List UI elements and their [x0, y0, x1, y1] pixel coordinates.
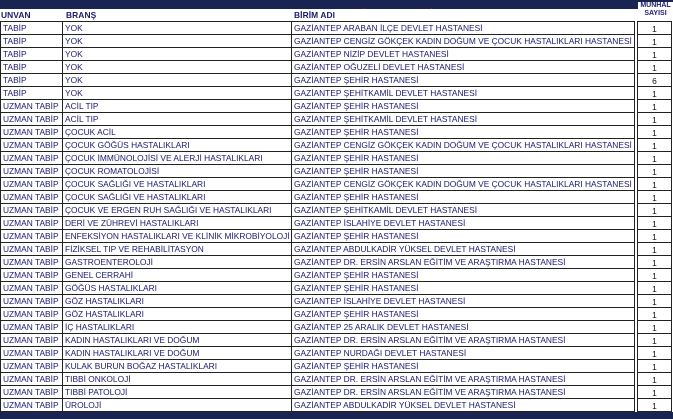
cell-birim: GAZİANTEP DR. ERSİN ARSLAN EĞİTİM VE ARAŞTIRMA HASTANESİ — [292, 334, 635, 347]
cell-birim: GAZİANTEP DR. ERSİN ARSLAN EĞİTİM VE ARAŞTIRMA HASTANESİ — [292, 256, 635, 269]
cell-birim: GAZİANTEP CENGİZ GÖKÇEK KADIN DOĞUM VE ÇOCUK HASTALIKLARI HASTANESİ — [292, 139, 635, 152]
cell-unvan: TABİP — [1, 61, 63, 74]
cell-brans: ÜROLOJİ — [63, 399, 292, 412]
cell-birim: GAZİANTEP ŞEHİR HASTANESİ — [292, 282, 635, 295]
table-row — [1, 217, 672, 230]
cell-birim: GAZİANTEP ŞEHİR HASTANESİ — [292, 230, 635, 243]
cell-unvan: UZMAN TABİP — [1, 334, 63, 347]
cell-brans: FİZİKSEL TIP VE REHABİLİTASYON — [63, 243, 292, 256]
cell-unvan: UZMAN TABİP — [1, 321, 63, 334]
cell-munhal-count: 1 — [638, 165, 672, 178]
cell-munhal-count: 1 — [638, 321, 672, 334]
cell-brans: DERİ VE ZÜHREVİ HASTALIKLARI — [63, 217, 292, 230]
vacancy-table-body — [1, 22, 672, 412]
cell-munhal-count: 1 — [638, 113, 672, 126]
cell-unvan: UZMAN TABİP — [1, 282, 63, 295]
column-header-munhal-line1: MÜNHAL — [640, 2, 671, 9]
table-row — [1, 113, 672, 126]
cell-unvan: UZMAN TABİP — [1, 139, 63, 152]
table-row — [1, 243, 672, 256]
cell-munhal-count: 6 — [638, 74, 672, 87]
cell-unvan: UZMAN TABİP — [1, 152, 63, 165]
cell-munhal-count: 1 — [638, 35, 672, 48]
cell-unvan: TABİP — [1, 22, 63, 35]
cell-unvan: TABİP — [1, 48, 63, 61]
cell-unvan: UZMAN TABİP — [1, 360, 63, 373]
table-row — [1, 61, 672, 74]
cell-munhal-count: 1 — [638, 61, 672, 74]
cell-unvan: UZMAN TABİP — [1, 373, 63, 386]
cell-unvan: TABİP — [1, 74, 63, 87]
table-row — [1, 373, 672, 386]
cell-unvan: UZMAN TABİP — [1, 256, 63, 269]
cell-munhal-count: 1 — [638, 334, 672, 347]
cell-brans: ACİL TIP — [63, 113, 292, 126]
table-row — [1, 191, 672, 204]
cell-birim: GAZİANTEP ŞEHİR HASTANESİ — [292, 74, 635, 87]
cell-birim: GAZİANTEP NURDAĞI DEVLET HASTANESİ — [292, 347, 635, 360]
cell-unvan: UZMAN TABİP — [1, 386, 63, 399]
cell-unvan: UZMAN TABİP — [1, 269, 63, 282]
table-row — [1, 139, 672, 152]
cell-unvan: UZMAN TABİP — [1, 204, 63, 217]
table-row — [1, 230, 672, 243]
cell-munhal-count: 1 — [638, 87, 672, 100]
cell-munhal-count: 1 — [638, 126, 672, 139]
cell-munhal-count: 1 — [638, 256, 672, 269]
table-row — [1, 334, 672, 347]
table-row — [1, 152, 672, 165]
cell-brans: ÇOCUK SAĞLIĞI VE HASTALIKLARI — [63, 178, 292, 191]
cell-brans: ENFEKSİYON HASTALIKLARI VE KLİNİK MİKROBİYOLOJİ — [63, 230, 292, 243]
cell-brans: TIBBİ ONKOLOJİ — [63, 373, 292, 386]
cell-brans: KULAK BURUN BOĞAZ HASTALIKLARI — [63, 360, 292, 373]
cell-brans: İÇ HASTALIKLARI — [63, 321, 292, 334]
cell-brans: TIBBİ PATOLOJİ — [63, 386, 292, 399]
table-row — [1, 295, 672, 308]
footer-strip — [0, 412, 673, 419]
table-row — [1, 321, 672, 334]
table-row — [1, 126, 672, 139]
table-row — [1, 35, 672, 48]
cell-unvan: UZMAN TABİP — [1, 126, 63, 139]
cell-brans: ÇOCUK ACİL — [63, 126, 292, 139]
cell-munhal-count: 1 — [638, 22, 672, 35]
cell-unvan: TABİP — [1, 87, 63, 100]
cell-brans: YOK — [63, 22, 292, 35]
cell-munhal-count: 1 — [638, 230, 672, 243]
cell-munhal-count: 1 — [638, 243, 672, 256]
cell-brans: ÇOCUK GÖĞÜS HASTALIKLARI — [63, 139, 292, 152]
cell-munhal-count: 1 — [638, 308, 672, 321]
cell-birim: GAZİANTEP ABDULKADİR YÜKSEL DEVLET HASTANESİ — [292, 243, 635, 256]
cell-brans: GÖZ HASTALIKLARI — [63, 295, 292, 308]
cell-birim: GAZİANTEP ŞEHİTKAMİL DEVLET HASTANESİ — [292, 87, 635, 100]
table-row — [1, 204, 672, 217]
cell-birim: GAZİANTEP 25 ARALIK DEVLET HASTANESİ — [292, 321, 635, 334]
cell-brans: KADIN HASTALIKLARI VE DOĞUM — [63, 347, 292, 360]
cell-brans: GENEL CERRAHİ — [63, 269, 292, 282]
cell-unvan: UZMAN TABİP — [1, 308, 63, 321]
cell-birim: GAZİANTEP ŞEHİR HASTANESİ — [292, 152, 635, 165]
table-row — [1, 386, 672, 399]
cell-birim: GAZİANTEP ŞEHİR HASTANESİ — [292, 165, 635, 178]
table-row — [1, 256, 672, 269]
cell-unvan: UZMAN TABİP — [1, 295, 63, 308]
table-row — [1, 165, 672, 178]
cell-brans: YOK — [63, 35, 292, 48]
cell-birim: GAZİANTEP ŞEHİTKAMİL DEVLET HASTANESİ — [292, 204, 635, 217]
cell-birim: GAZİANTEP OĞUZELİ DEVLET HASTANESİ — [292, 61, 635, 74]
cell-munhal-count: 1 — [638, 100, 672, 113]
column-header-birim: BİRİM ADI — [294, 10, 336, 20]
cell-birim: GAZİANTEP CENGİZ GÖKÇEK KADIN DOĞUM VE ÇOCUK HASTALIKLARI HASTANESİ — [292, 35, 635, 48]
cell-birim: GAZİANTEP CENGİZ GÖKÇEK KADIN DOĞUM VE ÇOCUK HASTALIKLARI HASTANESİ — [292, 178, 635, 191]
cell-munhal-count: 1 — [638, 48, 672, 61]
cell-birim: GAZİANTEP ABDULKADİR YÜKSEL DEVLET HASTANESİ — [292, 399, 635, 412]
cell-birim: GAZİANTEP ŞEHİR HASTANESİ — [292, 126, 635, 139]
cell-unvan: TABİP — [1, 35, 63, 48]
table-row — [1, 269, 672, 282]
cell-unvan: UZMAN TABİP — [1, 165, 63, 178]
table-row — [1, 282, 672, 295]
column-header-munhal — [638, 2, 673, 20]
table-row — [1, 308, 672, 321]
cell-brans: ÇOCUK İMMÜNOLOJİSİ VE ALERJİ HASTALIKLARI — [63, 152, 292, 165]
cell-birim: GAZİANTEP DR. ERSİN ARSLAN EĞİTİM VE ARAŞTIRMA HASTANESİ — [292, 386, 635, 399]
cell-munhal-count: 1 — [638, 152, 672, 165]
cell-birim: GAZİANTEP ŞEHİR HASTANESİ — [292, 308, 635, 321]
cell-unvan: UZMAN TABİP — [1, 243, 63, 256]
cell-munhal-count: 1 — [638, 204, 672, 217]
vacancy-table — [0, 21, 672, 412]
cell-munhal-count: 1 — [638, 269, 672, 282]
table-row — [1, 399, 672, 412]
cell-brans: ÇOCUK VE ERGEN RUH SAĞLIĞI VE HASTALIKLARI — [63, 204, 292, 217]
cell-brans: ACİL TIP — [63, 100, 292, 113]
column-header-unvan: UNVAN — [1, 10, 31, 20]
cell-munhal-count: 1 — [638, 347, 672, 360]
cell-unvan: UZMAN TABİP — [1, 100, 63, 113]
cell-brans: ÇOCUK ROMATOLOJİSİ — [63, 165, 292, 178]
cell-unvan: UZMAN TABİP — [1, 230, 63, 243]
table-row — [1, 100, 672, 113]
column-header-brans: BRANŞ — [66, 10, 97, 20]
cell-munhal-count: 1 — [638, 217, 672, 230]
table-row — [1, 74, 672, 87]
cell-birim: GAZİANTEP NİZİP DEVLET HASTANESİ — [292, 48, 635, 61]
cell-birim: GAZİANTEP ŞEHİR HASTANESİ — [292, 191, 635, 204]
table-row — [1, 87, 672, 100]
cell-brans: ÇOCUK SAĞLIĞI VE HASTALIKLARI — [63, 191, 292, 204]
column-header-munhal-line2: SAYISI — [644, 10, 667, 17]
cell-brans: KADIN HASTALIKLARI VE DOĞUM — [63, 334, 292, 347]
table-row — [1, 347, 672, 360]
cell-munhal-count: 1 — [638, 139, 672, 152]
cell-brans: GASTROENTEROLOJİ — [63, 256, 292, 269]
cell-munhal-count: 1 — [638, 386, 672, 399]
cell-unvan: UZMAN TABİP — [1, 178, 63, 191]
cell-munhal-count: 1 — [638, 373, 672, 386]
cell-brans: YOK — [63, 48, 292, 61]
table-row — [1, 360, 672, 373]
cell-munhal-count: 1 — [638, 178, 672, 191]
cell-birim: GAZİANTEP ARABAN İLÇE DEVLET HASTANESİ — [292, 22, 635, 35]
cell-brans: YOK — [63, 87, 292, 100]
cell-birim: GAZİANTEP ŞEHİTKAMİL DEVLET HASTANESİ — [292, 113, 635, 126]
cell-unvan: UZMAN TABİP — [1, 113, 63, 126]
cell-unvan: UZMAN TABİP — [1, 347, 63, 360]
cell-brans: YOK — [63, 74, 292, 87]
cell-munhal-count: 1 — [638, 282, 672, 295]
cell-birim: GAZİANTEP ŞEHİR HASTANESİ — [292, 269, 635, 282]
cell-unvan: UZMAN TABİP — [1, 191, 63, 204]
cell-brans: GÖĞÜS HASTALIKLARI — [63, 282, 292, 295]
cell-munhal-count: 1 — [638, 295, 672, 308]
cell-munhal-count: 1 — [638, 399, 672, 412]
cell-unvan: UZMAN TABİP — [1, 399, 63, 412]
cell-birim: GAZİANTEP DR. ERSİN ARSLAN EĞİTİM VE ARAŞTIRMA HASTANESİ — [292, 373, 635, 386]
cell-munhal-count: 1 — [638, 360, 672, 373]
cell-birim: GAZİANTEP İSLAHİYE DEVLET HASTANESİ — [292, 217, 635, 230]
cell-birim: GAZİANTEP İSLAHİYE DEVLET HASTANESİ — [292, 295, 635, 308]
cell-brans: YOK — [63, 61, 292, 74]
table-row — [1, 178, 672, 191]
table-row — [1, 22, 672, 35]
cell-birim: GAZİANTEP ŞEHİR HASTANESİ — [292, 360, 635, 373]
cell-birim: GAZİANTEP ŞEHİR HASTANESİ — [292, 100, 635, 113]
cell-munhal-count: 1 — [638, 191, 672, 204]
cell-unvan: UZMAN TABİP — [1, 217, 63, 230]
cell-brans: GÖZ HASTALIKLARI — [63, 308, 292, 321]
table-row — [1, 48, 672, 61]
